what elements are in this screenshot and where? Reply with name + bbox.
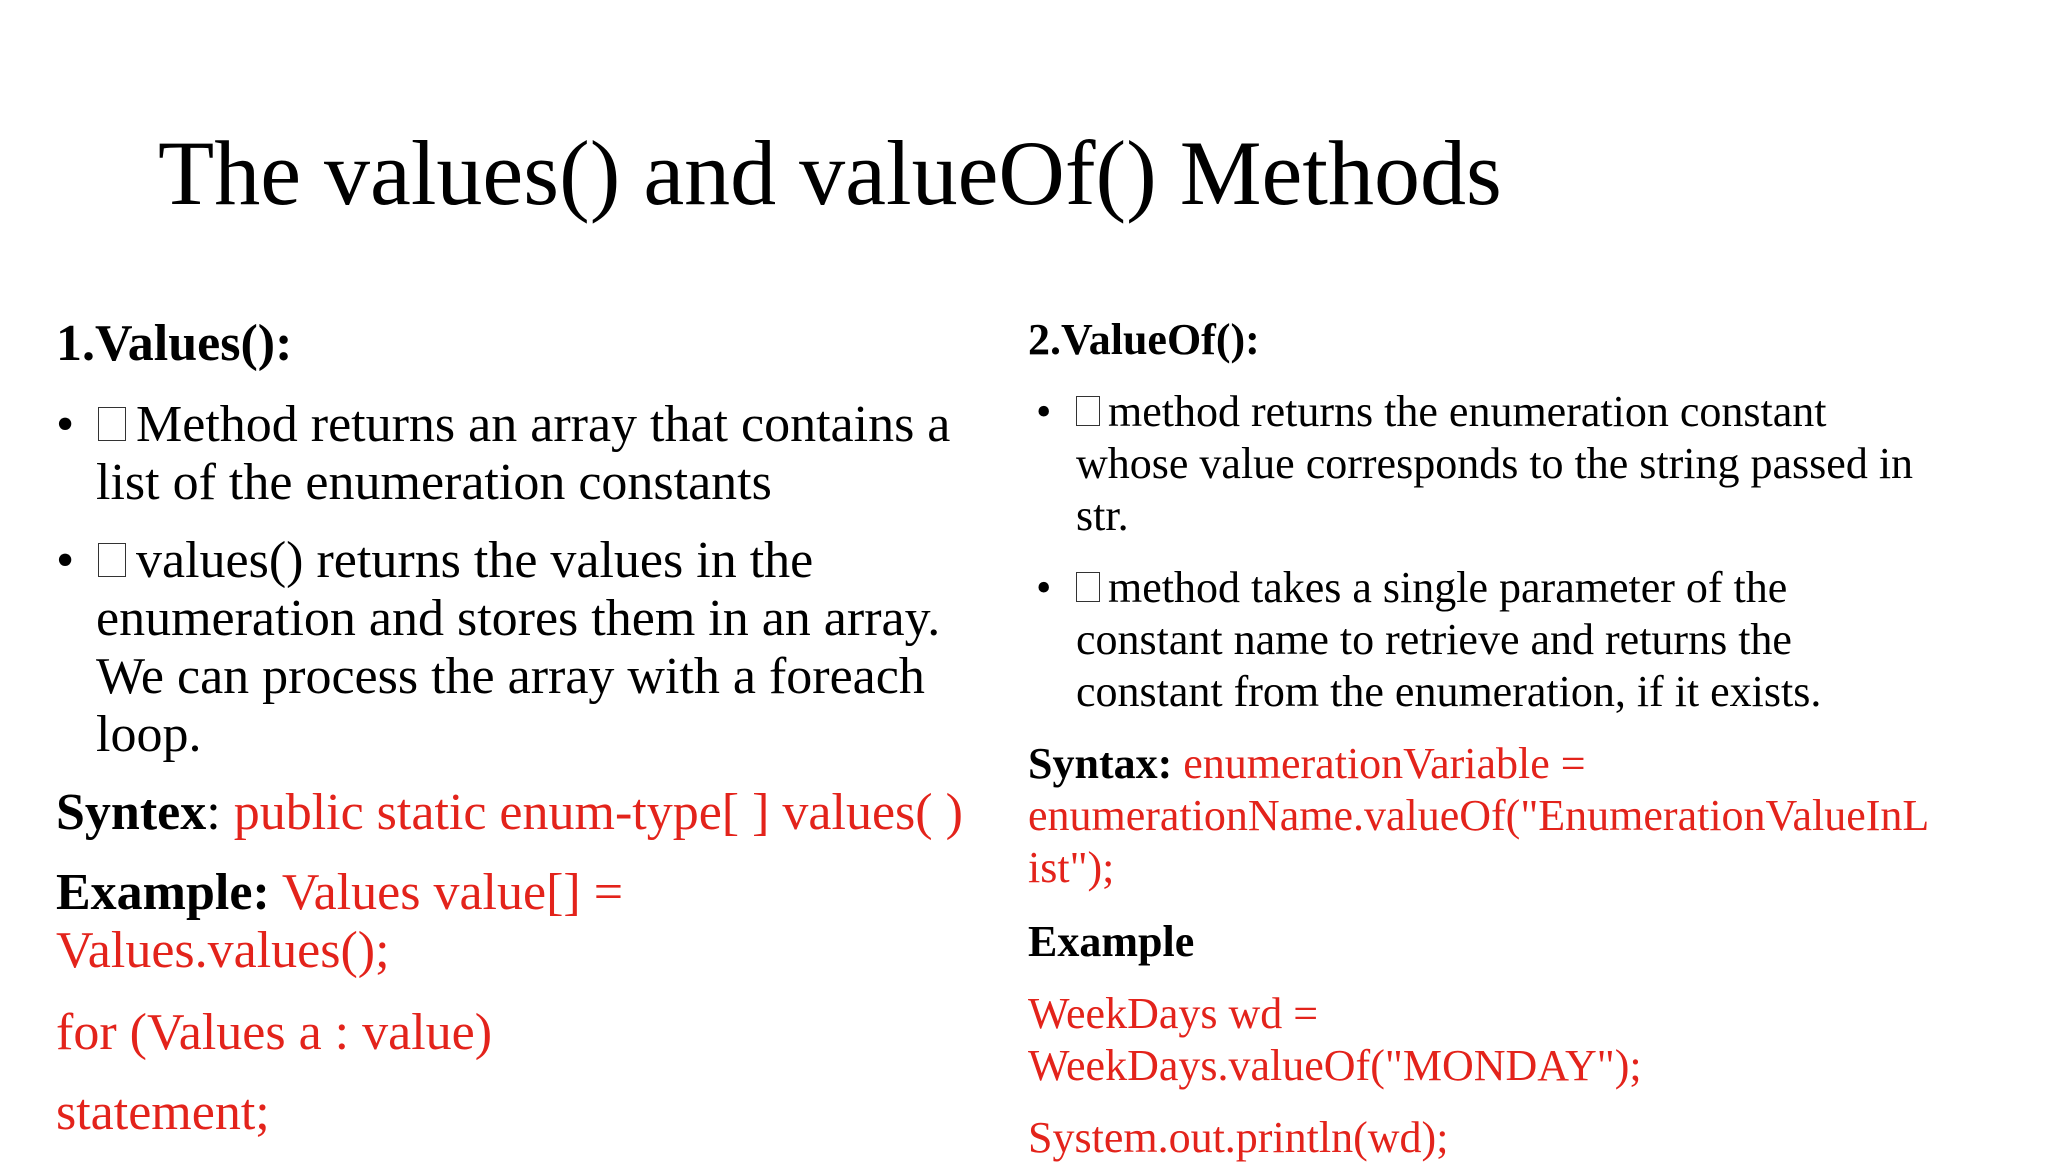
right-code-1: WeekDays wd = [1028, 989, 1319, 1038]
right-syntax-code-1: enumerationVariable = [1172, 739, 1586, 788]
left-bullet-2 [56, 532, 940, 764]
left-syntax-code: public static enum-type[ ] values( ) [233, 784, 963, 841]
right-syntax-code-2: enumerationName.valueOf("EnumerationValueInL [1028, 791, 1930, 840]
bullet-dot: • [56, 532, 75, 589]
bullet-dot: • [1036, 563, 1052, 612]
left-example [56, 864, 623, 922]
left-example-label: Example: [56, 864, 270, 921]
left-bullet-2-line-2: enumeration and stores them in an array. [96, 590, 941, 647]
right-code-3: System.out.println(wd); [1028, 1113, 1449, 1162]
left-code-for: for (Values a : value) [56, 1004, 493, 1061]
left-bullet-2-line-3: We can process the array with a foreach [96, 648, 925, 705]
right-bullet-2-line-3: constant from the enumeration, if it exists. [1076, 667, 1822, 716]
left-bullet-1 [56, 396, 950, 512]
left-bullet-2-line-1: values() returns the values in the [136, 532, 814, 589]
right-bullet-1-line-2: whose value corresponds to the string passed in [1076, 439, 1914, 488]
values-heading: 1.Values(): [56, 315, 293, 372]
right-bullet-1 [1036, 386, 1913, 542]
left-syntax-colon: : [206, 784, 234, 841]
missing-glyph-box-icon [1076, 572, 1100, 602]
left-syntax-label: Syntex [56, 784, 207, 841]
bullet-dot: • [1036, 387, 1052, 436]
missing-glyph-box-icon [1076, 396, 1100, 426]
right-syntax-code-3: ist"); [1028, 843, 1115, 892]
bullet-dot: • [56, 396, 75, 453]
left-code-statement: statement; [56, 1084, 270, 1141]
left-bullet-1-line-2: list of the enumeration constants [96, 454, 772, 511]
right-example-label: Example [1028, 917, 1195, 966]
valueof-heading: 2.ValueOf(): [1028, 315, 1260, 364]
left-bullet-2-line-4: loop. [96, 706, 202, 763]
right-code-2: WeekDays.valueOf("MONDAY"); [1028, 1041, 1642, 1090]
right-bullet-1-line-3: str. [1076, 491, 1129, 540]
right-bullet-2 [1036, 562, 1821, 718]
left-bullet-1-line-1: Method returns an array that contains a [136, 396, 951, 453]
right-syntax [1028, 738, 1586, 790]
right-bullet-2-line-1: method takes a single parameter of the [1108, 563, 1788, 612]
right-bullet-1-line-1: method returns the enumeration constant [1108, 387, 1827, 436]
left-example-code-2: Values.values(); [56, 922, 390, 979]
left-example-code-1: Values value[] = [269, 864, 624, 921]
left-syntax [56, 784, 963, 842]
missing-glyph-box-icon [98, 543, 126, 577]
right-syntax-label: Syntax: [1028, 739, 1173, 788]
slide-title: The values() and valueOf() Methods [158, 122, 1502, 224]
right-bullet-2-line-2: constant name to retrieve and returns the [1076, 615, 1792, 664]
missing-glyph-box-icon [98, 407, 126, 441]
